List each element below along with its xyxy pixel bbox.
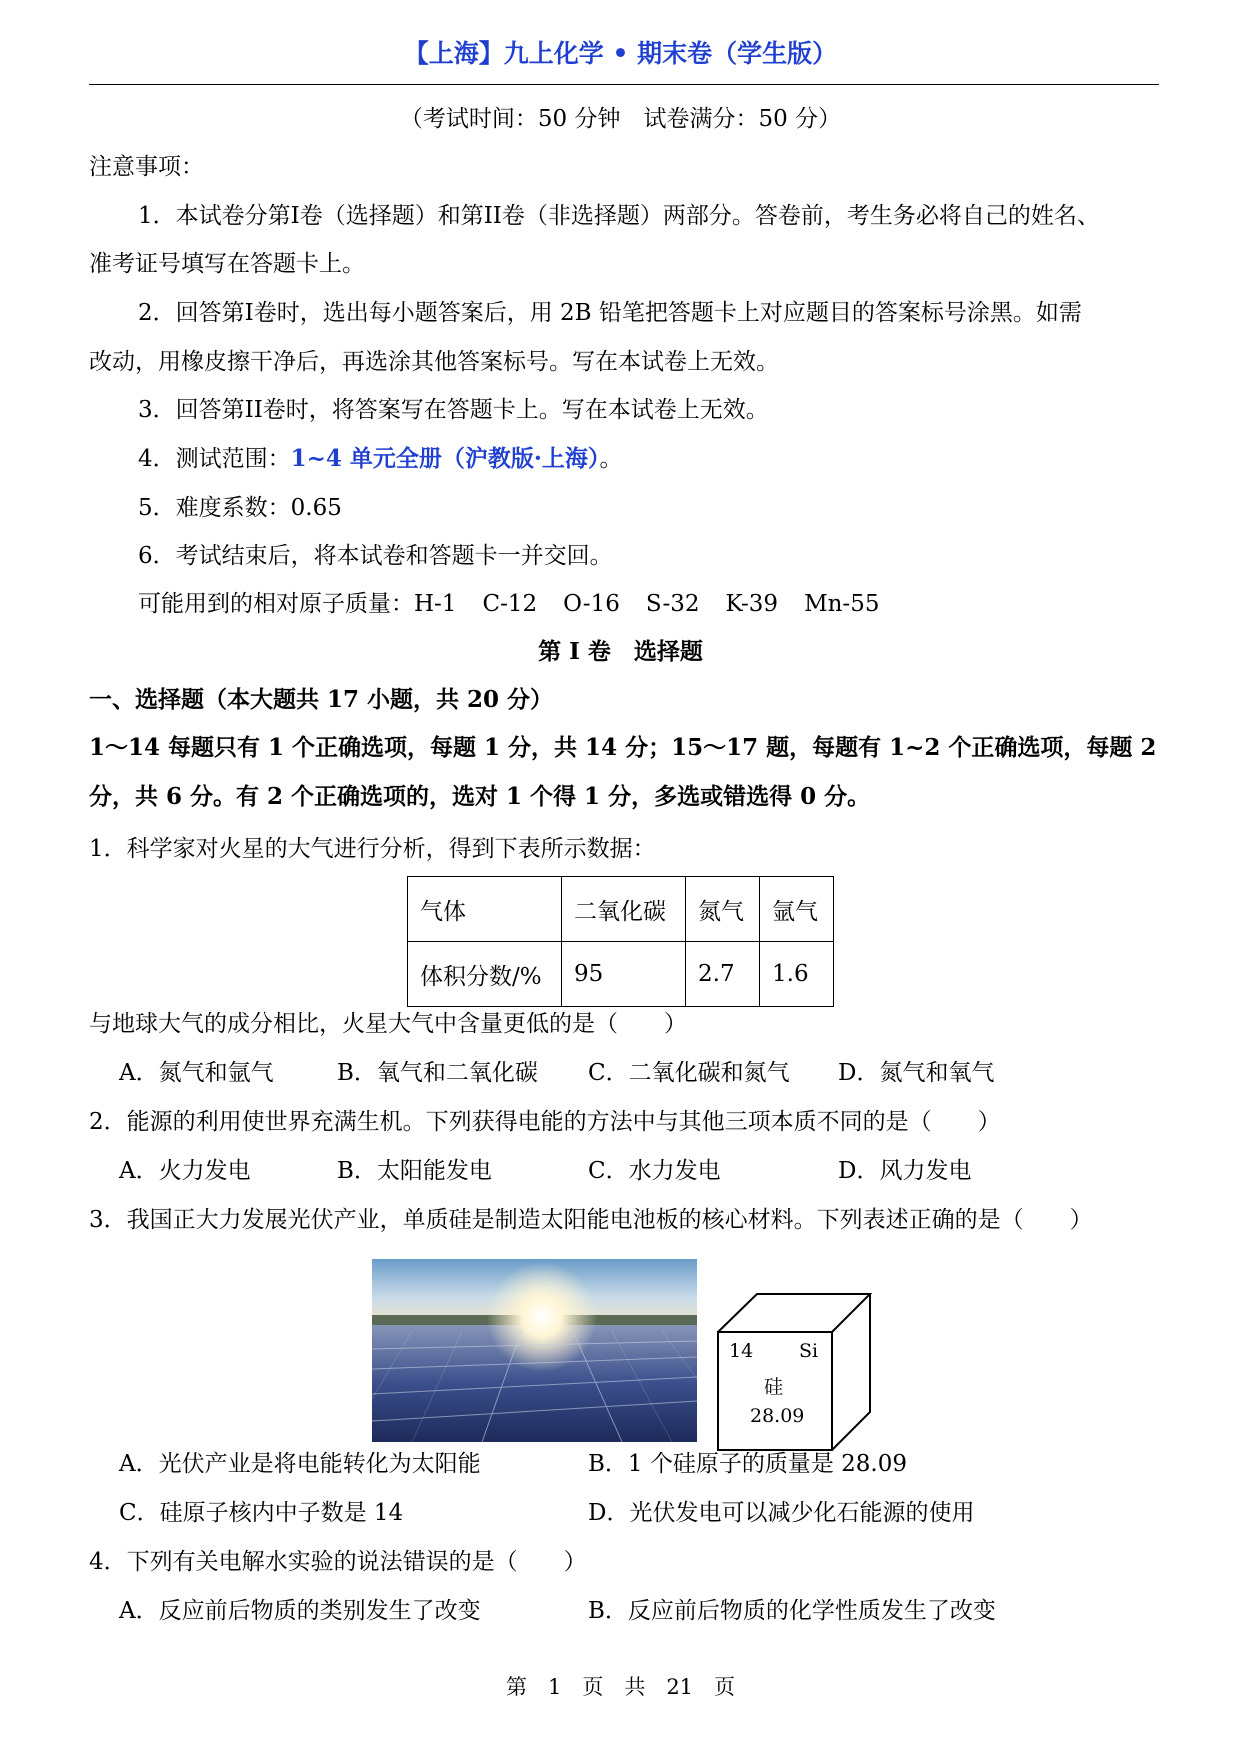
q1-stem: 1．科学家对火星的大气进行分析，得到下表所示数据： bbox=[89, 836, 656, 862]
test-scope: 1~4 单元全册（沪教版·上海） bbox=[290, 445, 600, 472]
q4-option-a[interactable]: A．反应前后物质的类别发生了改变 bbox=[119, 1598, 481, 1624]
table-header-cell: 氮气 bbox=[686, 877, 760, 942]
q4-option-b[interactable]: B．反应前后物质的化学性质发生了改变 bbox=[588, 1598, 996, 1624]
section-1-title: 一、选择题（本大题共 17 小题，共 20 分） bbox=[89, 686, 554, 713]
table-cell: 体积分数/% bbox=[408, 942, 562, 1007]
q4-stem: 4．下列有关电解水实验的说法错误的是（ ） bbox=[89, 1549, 587, 1575]
table-row bbox=[408, 877, 834, 942]
atomic-mass-k: K-39 bbox=[725, 591, 779, 617]
element-atomic-mass: 28.09 bbox=[750, 1405, 805, 1427]
q2-option-a[interactable]: A．火力发电 bbox=[119, 1158, 251, 1184]
element-name: 硅 bbox=[764, 1376, 784, 1398]
table-header-cell: 氩气 bbox=[760, 877, 834, 942]
notice-title: 注意事项： bbox=[89, 154, 204, 180]
atomic-mass-h: H-1 bbox=[414, 591, 457, 617]
atomic-mass-o: O-16 bbox=[563, 591, 620, 617]
q2-option-b[interactable]: B．太阳能发电 bbox=[337, 1158, 492, 1184]
silicon-element-card bbox=[717, 1292, 872, 1458]
section-1-rule-line-1: 1～14 每题只有 1 个正确选项，每题 1 分，共 14 分；15～17 题，每题有 1~2 个正确选项，每题 2 bbox=[89, 734, 1157, 761]
header-rule bbox=[89, 84, 1159, 85]
document-header-title: 【上海】九上化学 • 期末卷（学生版） bbox=[403, 39, 838, 68]
notice-item-4-prefix: 4．测试范围： bbox=[138, 446, 291, 472]
page-footer: 第 1 页 共 21 页 bbox=[505, 1675, 736, 1699]
notice-item-5: 5．难度系数：0.65 bbox=[138, 495, 342, 521]
table-row bbox=[408, 942, 834, 1007]
element-atomic-number: 14 bbox=[729, 1340, 754, 1362]
notice-item-2-line-1: 2．回答第I卷时，选出每小题答案后，用 2B 铅笔把答题卡上对应题目的答案标号涂黑。如需 bbox=[138, 300, 1082, 326]
table-cell: 1.6 bbox=[760, 942, 834, 1007]
q1-option-d[interactable]: D．氮气和氧气 bbox=[838, 1060, 995, 1086]
notice-item-4-suffix: 。 bbox=[599, 446, 623, 472]
volume-title: 第 I 卷 选择题 bbox=[538, 638, 703, 665]
q3-option-a[interactable]: A．光伏产业是将电能转化为太阳能 bbox=[119, 1451, 481, 1477]
element-symbol: Si bbox=[799, 1340, 819, 1362]
atomic-mass-mn: Mn-55 bbox=[804, 591, 880, 617]
table-header-cell: 气体 bbox=[408, 877, 562, 942]
notice-item-3: 3．回答第II卷时，将答案写在答题卡上。写在本试卷上无效。 bbox=[138, 397, 769, 423]
table-header-cell: 二氧化碳 bbox=[562, 877, 686, 942]
table-cell: 95 bbox=[562, 942, 686, 1007]
q1-question: 与地球大气的成分相比，火星大气中含量更低的是（ ） bbox=[89, 1011, 687, 1037]
notice-item-2-line-2: 改动，用橡皮擦干净后，再选涂其他答案标号。写在本试卷上无效。 bbox=[89, 349, 779, 375]
atomic-mass-c: C-12 bbox=[482, 591, 538, 617]
q3-stem: 3．我国正大力发展光伏产业，单质硅是制造太阳能电池板的核心材料。下列表述正确的是（ ） bbox=[89, 1207, 1093, 1233]
exam-info: （考试时间：50 分钟 试卷满分：50 分） bbox=[399, 106, 842, 132]
atomic-mass-s: S-32 bbox=[645, 591, 700, 617]
q1-option-a[interactable]: A．氮气和氩气 bbox=[119, 1060, 274, 1086]
mars-atmosphere-table bbox=[407, 876, 834, 1007]
notice-item-1-line-1: 1．本试卷分第I卷（选择题）和第II卷（非选择题）两部分。答卷前，考生务必将自己的姓名、 bbox=[138, 203, 1100, 229]
notice-item-1-line-2: 准考证号填写在答题卡上。 bbox=[89, 251, 365, 277]
q1-option-c[interactable]: C．二氧化碳和氮气 bbox=[588, 1060, 790, 1086]
solar-panel-photo bbox=[372, 1259, 697, 1442]
q3-option-d[interactable]: D．光伏发电可以减少化石能源的使用 bbox=[588, 1500, 975, 1526]
q1-option-b[interactable]: B．氧气和二氧化碳 bbox=[337, 1060, 538, 1086]
section-1-rule-line-2: 分，共 6 分。有 2 个正确选项的，选对 1 个得 1 分，多选或错选得 0 分。 bbox=[89, 783, 871, 810]
notice-item-6: 6．考试结束后，将本试卷和答题卡一并交回。 bbox=[138, 543, 613, 569]
q3-option-c[interactable]: C．硅原子核内中子数是 14 bbox=[119, 1500, 404, 1526]
table-cell: 2.7 bbox=[686, 942, 760, 1007]
q2-option-c[interactable]: C．水力发电 bbox=[588, 1158, 721, 1184]
atomic-mass-line bbox=[138, 585, 879, 618]
q3-option-b[interactable]: B．1 个硅原子的质量是 28.09 bbox=[588, 1451, 908, 1477]
atomic-mass-label: 可能用到的相对原子质量： bbox=[138, 591, 414, 617]
q2-stem: 2．能源的利用使世界充满生机。下列获得电能的方法中与其他三项本质不同的是（ ） bbox=[89, 1109, 1001, 1135]
notice-item-4 bbox=[138, 440, 622, 473]
q2-option-d[interactable]: D．风力发电 bbox=[838, 1158, 972, 1184]
